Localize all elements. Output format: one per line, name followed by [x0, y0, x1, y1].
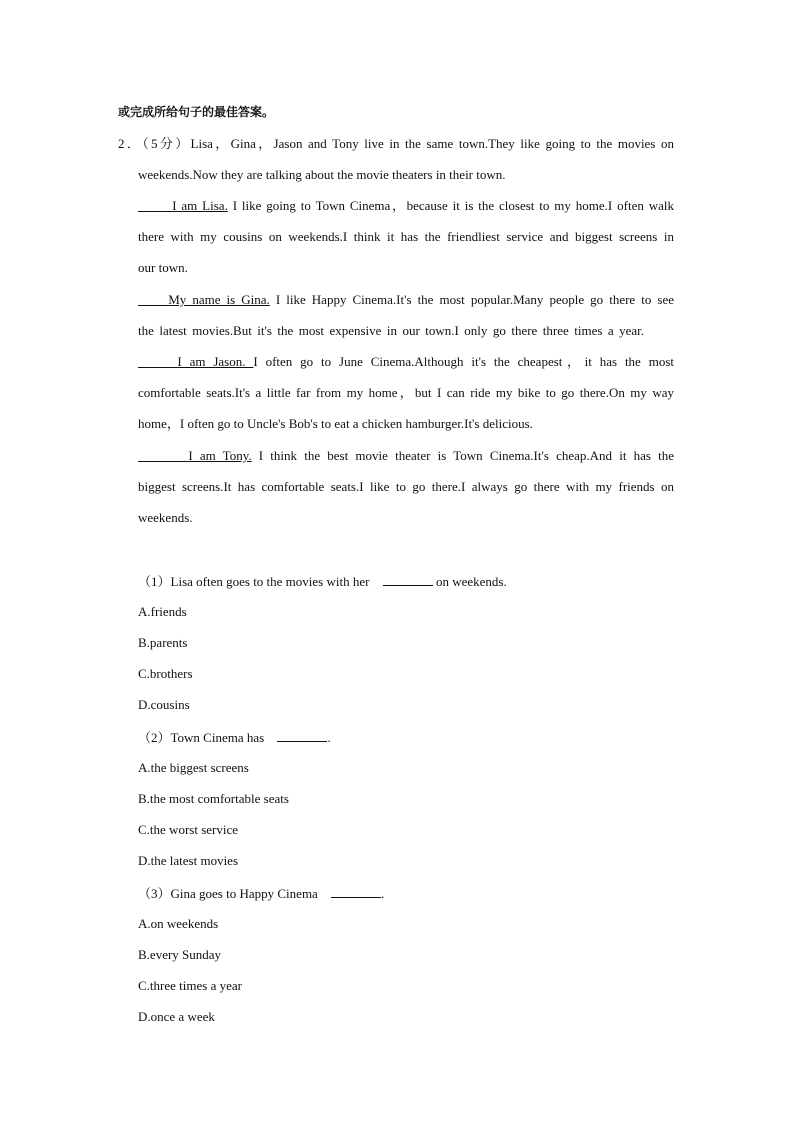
sub-question-2-option-c[interactable]: C.the worst service — [138, 822, 239, 837]
question-intro-line-2: weekends.Now they are talking about the movie theaters in their town. — [138, 167, 506, 182]
tony-speaker: I am Tony. — [188, 448, 252, 463]
gina-text: I like Happy Cinema.It's the most popular.Many people go there to see — [269, 292, 675, 307]
lisa-text: I like going to Town Cinema，because it is the closest to my home.I often walk — [227, 198, 675, 213]
sub-question-2-stem — [138, 729, 331, 746]
lisa-paragraph-line-2: there with my cousins on weekends.I think it has the friendliest service and biggest screens in — [138, 229, 674, 244]
answer-blank-3[interactable] — [331, 885, 381, 898]
question-points: （5分） — [142, 136, 191, 151]
sub-question-3-option-d[interactable]: D.once a week — [138, 1009, 215, 1024]
tony-paragraph-line-3: weekends. — [138, 510, 193, 525]
gina-paragraph-line-1 — [138, 292, 674, 308]
sub-question-3-option-a[interactable]: A.on weekends — [138, 916, 219, 931]
sub-question-2-text: Town Cinema has — [170, 730, 265, 745]
sub-question-3-number: （3） — [138, 886, 171, 901]
tony-paragraph-line-1 — [138, 448, 674, 464]
sub-question-3-option-c[interactable]: C.three times a year — [138, 978, 242, 993]
tony-paragraph-line-2: biggest screens.It has comfortable seats.I like to go there.I always go there with my friends on — [138, 479, 674, 494]
sub-question-3-text-after: . — [381, 886, 385, 901]
section-heading: 或完成所给句子的最佳答案。 — [118, 105, 275, 119]
sub-question-1-text-after: on weekends. — [432, 574, 507, 589]
lisa-speaker: I am Lisa. — [172, 198, 228, 213]
answer-blank-1[interactable] — [383, 573, 433, 586]
sub-question-2-number: （2） — [138, 730, 171, 745]
question-number: 2． — [118, 136, 143, 151]
answer-blank-2[interactable] — [277, 729, 327, 742]
sub-question-2-option-b[interactable]: B.the most comfortable seats — [138, 791, 289, 806]
sub-question-1-option-c[interactable]: C.brothers — [138, 666, 193, 681]
sub-question-1-text: Lisa often goes to the movies with her — [170, 574, 370, 589]
question-intro-line-1 — [118, 136, 674, 152]
tony-text: I think the best movie theater is Town Cinema.It's cheap.And it has the — [251, 448, 675, 463]
sub-question-1-option-b[interactable]: B.parents — [138, 635, 188, 650]
gina-paragraph-line-2: the latest movies.But it's the most expensive in our town.I only go there three times a year. — [138, 323, 644, 338]
sub-question-1-number: （1） — [138, 574, 171, 589]
sub-question-2-option-d[interactable]: D.the latest movies — [138, 853, 239, 868]
gina-speaker: My name is Gina. — [168, 292, 270, 307]
sub-question-3-stem — [138, 885, 384, 902]
jason-paragraph-line-3: home，I often go to Uncle's Bob's to eat a chicken hamburger.It's delicious. — [138, 416, 533, 431]
lisa-paragraph-line-3: our town. — [138, 260, 188, 275]
sub-question-2-option-a[interactable]: A.the biggest screens — [138, 760, 249, 775]
question-intro-text: Lisa，Gina，Jason and Tony live in the same town.They like going to the movies on — [190, 136, 674, 151]
sub-question-1-option-d[interactable]: D.cousins — [138, 697, 190, 712]
jason-text: I often go to June Cinema.Although it's the cheapest，it has the most — [253, 354, 674, 369]
sub-question-3-option-b[interactable]: B.every Sunday — [138, 947, 222, 962]
jason-paragraph-line-2: comfortable seats.It's a little far from my home，but I can ride my bike to go there.On my way — [138, 385, 674, 400]
sub-question-3-text: Gina goes to Happy Cinema — [170, 886, 318, 901]
sub-question-2-text-after: . — [327, 730, 331, 745]
jason-paragraph-line-1 — [138, 354, 674, 370]
sub-question-1-stem — [138, 573, 507, 590]
sub-question-1-option-a[interactable]: A.friends — [138, 604, 187, 619]
jason-speaker: I am Jason. — [177, 354, 254, 369]
lisa-paragraph-line-1 — [138, 198, 674, 214]
